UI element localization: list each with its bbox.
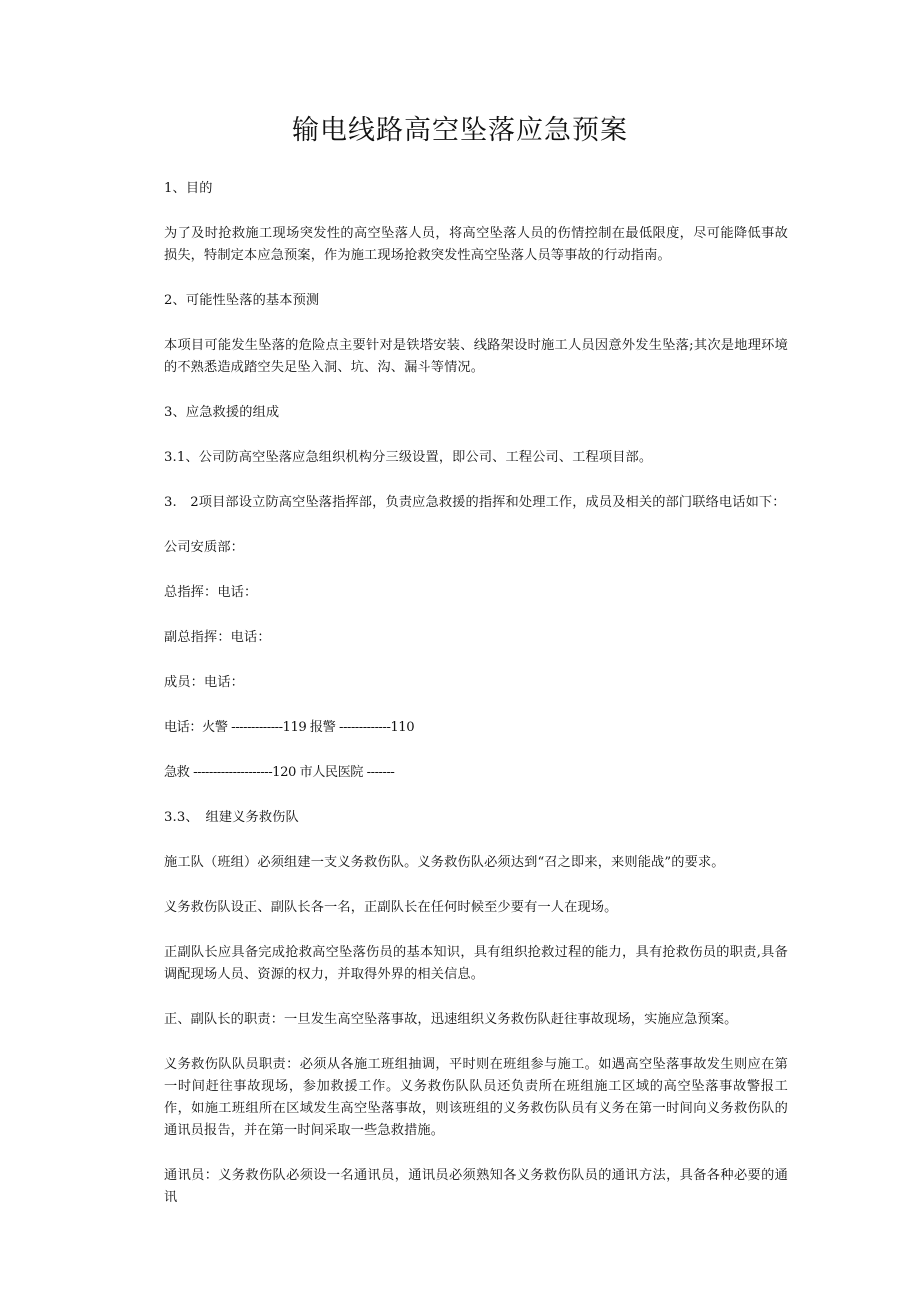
paragraph-communicator: 通讯员：义务救伤队必须设一名通讯员，通讯员必须熟知各义务救伤队员的通讯方法，具备各种必要的通讯 [164,1168,788,1205]
paragraph-team-leaders: 义务救伤队设正、副队长各一名，正副队长在任何时候至少要有一人在现场。 [164,900,618,915]
paragraph-leader-duties: 正、副队长的职责：一旦发生高空坠落事故，迅速组织义务救伤队赶往事故现场，实施应急预案。 [164,1012,738,1027]
paragraph-member-duties: 义务救伤队队员职责：必须从各施工班组抽调，平时则在班组参与施工。如遇高空坠落事故发生则应在第一时间赶往事故现场，参加救援工作。义务救伤队队员还负责所在班组施工区域的高空坠落事故警报工作，如施工班组所在区域发生高空坠落事故，则该班组的义务救伤队员有义务在第一时间向义务救伤队的通讯员报告，并在第一时间采取一些急救措施。 [164,1057,788,1138]
paragraph-purpose: 为了及时抢救施工现场突发性的高空坠落人员，将高空坠落人员的伤情控制在最低限度，尽可能降低事故损失，特制定本应急预案，作为施工现场抢救突发性高空坠落人员等事故的行动指南。 [164,226,788,263]
section-heading-rescue-team: 3.3、 组建义务救伤队 [164,810,299,825]
paragraph-prediction: 本项目可能发生坠落的危险点主要针对是铁塔安装、线路架设时施工人员因意外发生坠落;其次是地理环境的不熟悉造成踏空失足坠入洞、坑、沟、漏斗等情况。 [164,338,788,375]
contact-members: 成员：电话： [164,675,245,690]
paragraph-team-requirement: 施工队（班组）必须组建一支义务救伤队。义务救伤队必须达到“召之即来，来则能战”的要求。 [164,855,725,870]
paragraph-3-2: 3. 2项目部设立防高空坠落指挥部，负责应急救援的指挥和处理工作，成员及相关的部门联络电话如下： [164,495,786,510]
document-body [164,178,788,1232]
contact-safety-dept: 公司安质部： [164,540,245,555]
contact-commander: 总指挥：电话： [164,585,258,600]
section-heading-purpose: 1、目的 [164,181,213,196]
contact-ambulance-hospital: 急救 --------------------120 市人民医院 ------- [164,765,395,780]
section-heading-prediction: 2、可能性坠落的基本预测 [164,293,320,308]
contact-deputy-commander: 副总指挥：电话： [164,630,271,645]
paragraph-3-1: 3.1、公司防高空坠落应急组织机构分三级设置，即公司、工程公司、工程项目部。 [164,450,653,465]
paragraph-leader-qualification: 正副队长应具备完成抢救高空坠落伤员的基本知识，具有组织抢救过程的能力，具有抢救伤员的职责,具备调配现场人员、资源的权力，并取得外界的相关信息。 [164,945,788,982]
section-heading-organization: 3、应急救援的组成 [164,405,280,420]
document-title: 输电线路高空坠落应急预案 [292,115,628,146]
contact-fire-police: 电话：火警 -------------119 报警 -------------110 [164,720,415,735]
